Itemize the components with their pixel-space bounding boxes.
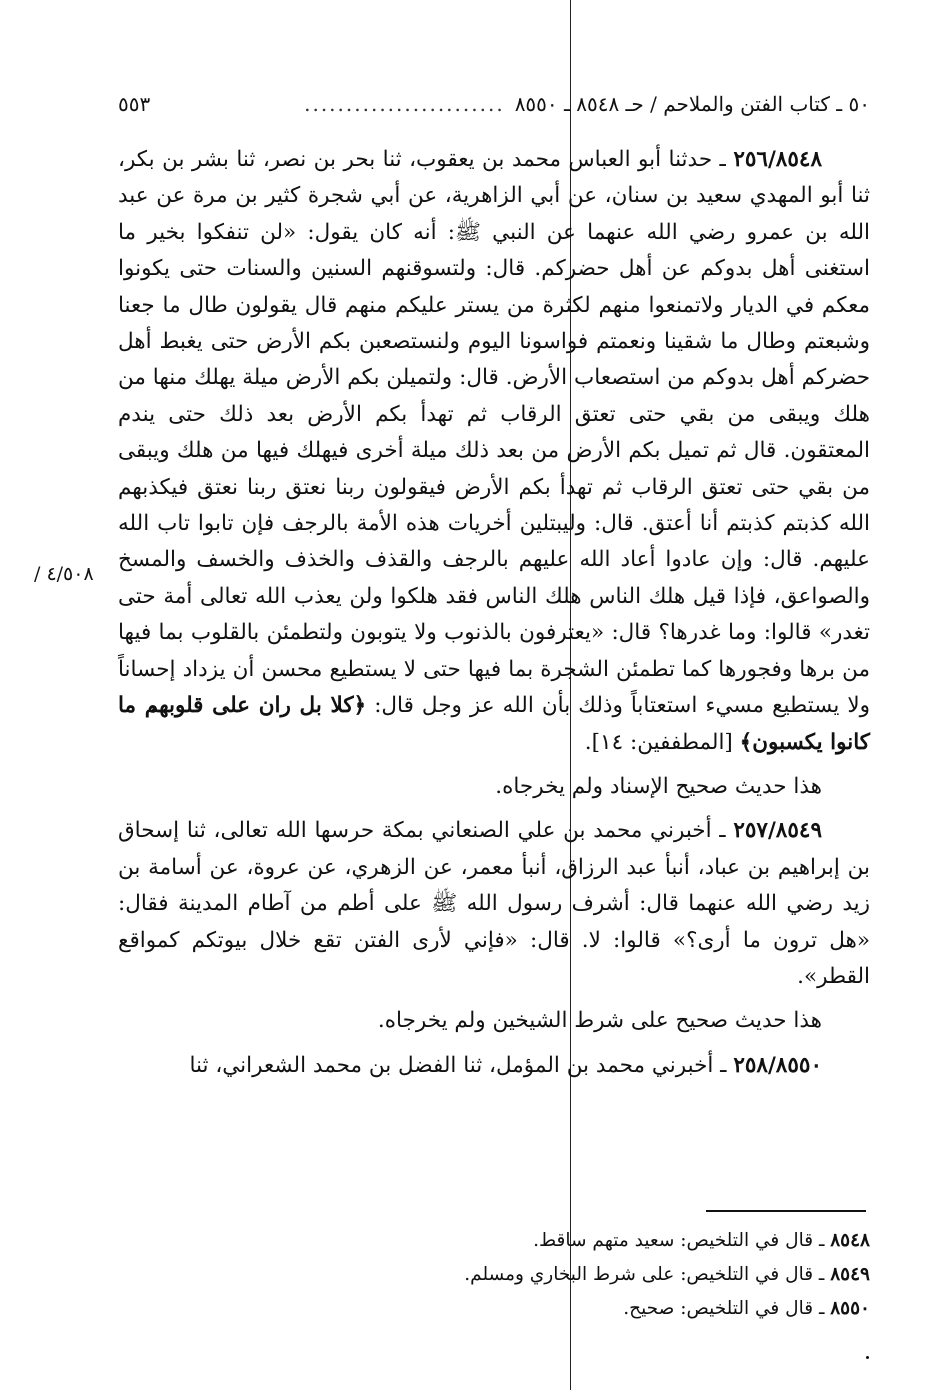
hadith-number: ٢٥٧/٨٥٤٩ xyxy=(733,818,822,844)
hadith-number: ٢٥٦/٨٥٤٨ xyxy=(733,147,822,172)
grading-8549: هذا حديث صحيح على شرط الشيخين ولم يخرجاه. xyxy=(377,1008,822,1034)
hadith-8549 xyxy=(118,813,870,995)
hadith-8550 xyxy=(118,1048,870,1084)
footnote-8550 xyxy=(118,1292,870,1326)
footnote-separator xyxy=(706,1210,866,1212)
hadith-8548 xyxy=(118,142,870,761)
grading-8548: هذا حديث صحيح الإسناد ولم يخرجاه. xyxy=(495,773,822,799)
footnote-number: ٨٥٥٠ xyxy=(830,1298,870,1319)
quran-reference: [المطففين: ١٤]. xyxy=(584,729,740,755)
hadith-text: ـ أخبرني محمد بن المؤمل، ثنا الفضل بن محمد الشعراني، ثنا xyxy=(189,1052,734,1078)
footnote-text: ـ قال في التلخيص: صحيح. xyxy=(623,1298,831,1319)
running-title: ٥٠ ـ كتاب الفتن والملاحم / حـ ٨٥٤٨ ـ ٨٥٥٠ xyxy=(514,92,870,116)
margin-reference: ٤/٥٠٨ / xyxy=(34,563,94,585)
hadith-text: ـ حدثنا أبو العباس محمد بن يعقوب، ثنا بحر بن نصر، ثنا بشر بن بكر، ثنا أبو المهدي سعيد بن سنان، عن أبي الزاهرية، عن أبي شجرة كثير بن مرة عن عبد الله بن عمرو رضي الله عنهما عن النبي ﷺ: أنه كان يقول: «لن تنفكوا بخير ما استغنى أهل بدوكم عن أهل حضركم. قال: ولتسوقنهم السنين والسنات حتى يكونوا معكم في الديار ولاتمنعوا منهم لكثرة من يستر عليكم منهم قال يقولون طال ما جعنا وشبعتم وطال ما شقينا ونعمتم فواسونا اليوم ولنستصعبن بكم الأرض حتى يغبط أهل حضركم أهل بدوكم من استصعاب الأرض. قال: ولتميلن بكم الأرض ميلة يهلك منها من هلك ويبقى من بقي حتى تعتق الرقاب ثم تهدأ بكم الأرض بعد ذلك حتى يندم المعتقون. قال ثم تميل بكم الأرض من بعد ذلك ميلة أخرى فيهلك فيها من هلك ويبقى من بقي حتى تعتق الرقاب ثم تهدأ بكم الأرض فيقولون ربنا نعتق ربنا نعتق فيكذبهم الله كذبتم كذبتم أنا أعتق. قال: وليبتلين أخريات هذه الأمة بالرجف فإن تابوا تاب الله عليهم. قال: وإن عادوا أعاد الله عليهم بالرجف والقذف والخذف والخسف والمسخ والصواعق، فإذا قيل هلك الناس هلك الناس فقد هلكوا ولن يعذب الله تعالى أمة حتى تغدر» قالوا: وما غدرها؟ قال: «يعترفون بالذنوب ولا يتوبون ولتطمئن بالقلوب بما فيها من برها وفجورها كما تطمئن الشجرة بما فيها حتى لا يستطيع محسن أن يزداد إحساناً ولا يستطيع مسيء استعتاباً وذلك بأن الله عز وجل قال: xyxy=(118,147,870,719)
header-leader-dots: ........................ xyxy=(304,92,505,116)
footnote-number: ٨٥٤٩ xyxy=(830,1264,870,1285)
footnotes xyxy=(118,1224,870,1326)
footnote-text: ـ قال في التلخيص: على شرط البخاري ومسلم. xyxy=(464,1264,831,1285)
hadith-number: ٢٥٨/٨٥٥٠ xyxy=(733,1052,822,1078)
quran-verse: ﴿كلا بل ران على قلوبهم ما كانوا يكسبون﴾ xyxy=(118,693,870,755)
main-text xyxy=(118,142,870,1084)
scan-speck xyxy=(866,1356,869,1359)
footnote-text: ـ قال في التلخيص: سعيد متهم ساقط. xyxy=(533,1230,831,1251)
hadith-text: ـ أخبرني محمد بن علي الصنعاني بمكة حرسها الله تعالى، ثنا إسحاق بن إبراهيم بن عباد، أنبأ عبد الرزاق، أنبأ معمر، عن الزهري، عن عروة، عن أسامة بن زيد رضي الله عنهما قال: أشرف رسول الله ﷺ على أطم من آطام المدينة فقال: «هل ترون ما أرى؟» قالوا: لا. قال: «فإني لأرى الفتن تقع خلال بيوتكم كمواقع القطر». xyxy=(118,818,870,989)
page-number: ٥٥٣ xyxy=(118,92,151,116)
footnote-8549 xyxy=(118,1258,870,1292)
footnote-8548 xyxy=(118,1224,870,1258)
footnote-number: ٨٥٤٨ xyxy=(830,1230,870,1251)
page-header xyxy=(118,86,870,122)
